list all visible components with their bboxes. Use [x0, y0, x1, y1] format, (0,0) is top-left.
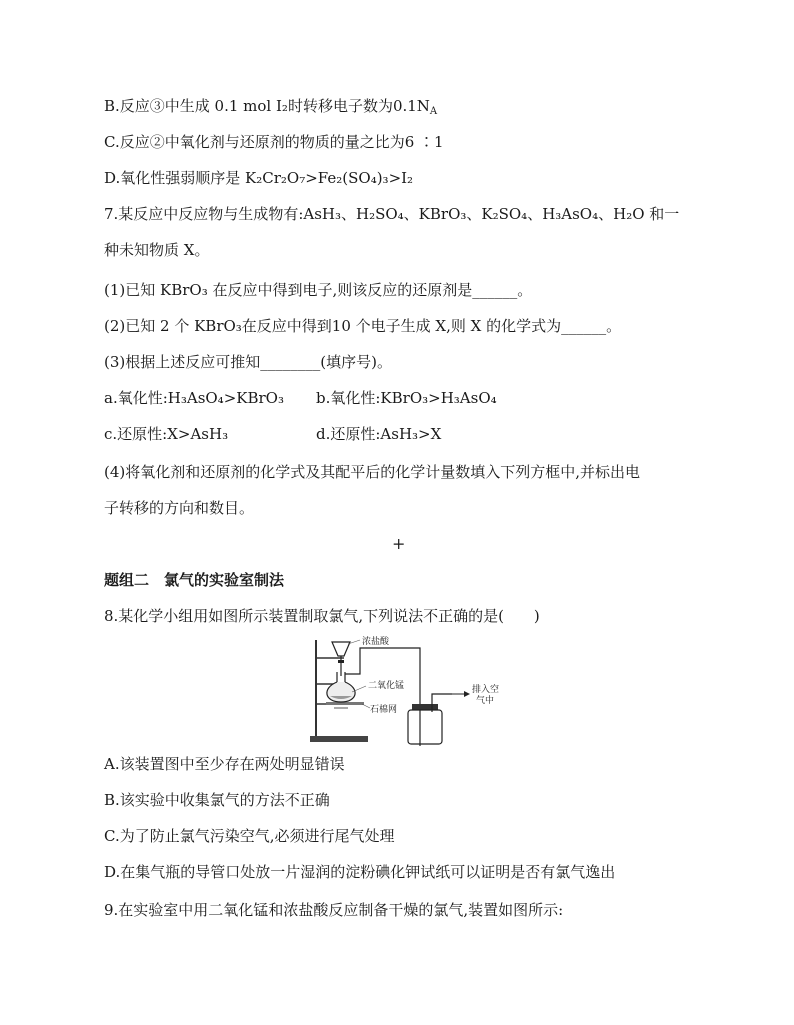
question-7-part4-line2: 子转移的方向和数目。: [104, 499, 255, 517]
question-7-part2: (2)已知 2 个 KBrO₃在反应中得到10 个电子生成 X,则 X 的化学式为______。: [104, 317, 622, 335]
label-exhaust-line1: 排入空: [472, 685, 500, 695]
label-exhaust-line2: 气中: [476, 696, 495, 706]
question-8-option-a: A.该装置图中至少存在两处明显错误: [104, 755, 345, 773]
plus-sign: +: [392, 534, 406, 553]
question-7-stem-line1: 7.某反应中反应物与生成物有:AsH₃、H₂SO₄、KBrO₃、K₂SO₄、H₃AsO₄、H₂O 和一: [104, 205, 680, 223]
question-9-stem: 9.在实验室中用二氧化锰和浓盐酸反应制备干燥的氯气,装置如图所示:: [104, 901, 564, 919]
question-7-choice-b: b.氧化性:KBrO₃>H₃AsO₄: [316, 389, 497, 407]
question-7-stem-line2: 种未知物质 X。: [104, 241, 210, 259]
chlorine-apparatus-figure: [304, 636, 540, 748]
question-8-option-b: B.该实验中收集氯气的方法不正确: [104, 791, 330, 809]
question-7-choice-a: a.氧化性:H₃AsO₄>KBrO₃: [104, 389, 284, 407]
section-heading: 题组二 氯气的实验室制法: [104, 571, 285, 589]
label-asbestos-gauze: 石棉网: [370, 705, 398, 715]
question-7-part4-line1: (4)将氧化剂和还原剂的化学式及其配平后的化学计量数填入下列方框中,并标出电: [104, 463, 641, 481]
option-c-text: C.反应②中氧化剂与还原剂的物质的量之比为6 ∶1: [104, 133, 444, 151]
question-7-choice-c: c.还原性:X>AsH₃: [104, 425, 229, 443]
question-8-option-d: D.在集气瓶的导管口处放一片湿润的淀粉碘化钾试纸可以证明是否有氯气逸出: [104, 863, 616, 881]
question-8-stem: 8.某化学小组用如图所示装置制取氯气,下列说法不正确的是( ): [104, 607, 540, 625]
stand-base: [310, 736, 368, 742]
question-7-choice-d: d.还原性:AsH₃>X: [316, 425, 442, 443]
option-d-text: D.氧化性强弱顺序是 K₂Cr₂O₇>Fe₂(SO₄)₃>I₂: [104, 169, 414, 187]
label-concentrated-hcl: 浓盐酸: [362, 637, 390, 647]
asbestos-gauze: [326, 702, 364, 705]
gas-collecting-bottle: [408, 710, 442, 744]
funnel-stopcock: [338, 660, 344, 663]
label-manganese-dioxide: 二氧化锰: [368, 681, 405, 691]
question-8-option-c: C.为了防止氯气污染空气,必须进行尾气处理: [104, 827, 395, 845]
option-b-text: B.反应③中生成 0.1 mol I₂时转移电子数为$0.1N_A$: [104, 97, 438, 117]
question-7-part1: (1)已知 KBrO₃ 在反应中得到电子,则该反应的还原剂是______。: [104, 281, 533, 299]
gas-jar-stopper: [412, 704, 438, 710]
separatory-funnel: [332, 642, 350, 656]
delivery-tube: [345, 648, 420, 746]
question-7-part3: (3)根据上述反应可推知________(填序号)。: [104, 353, 392, 371]
